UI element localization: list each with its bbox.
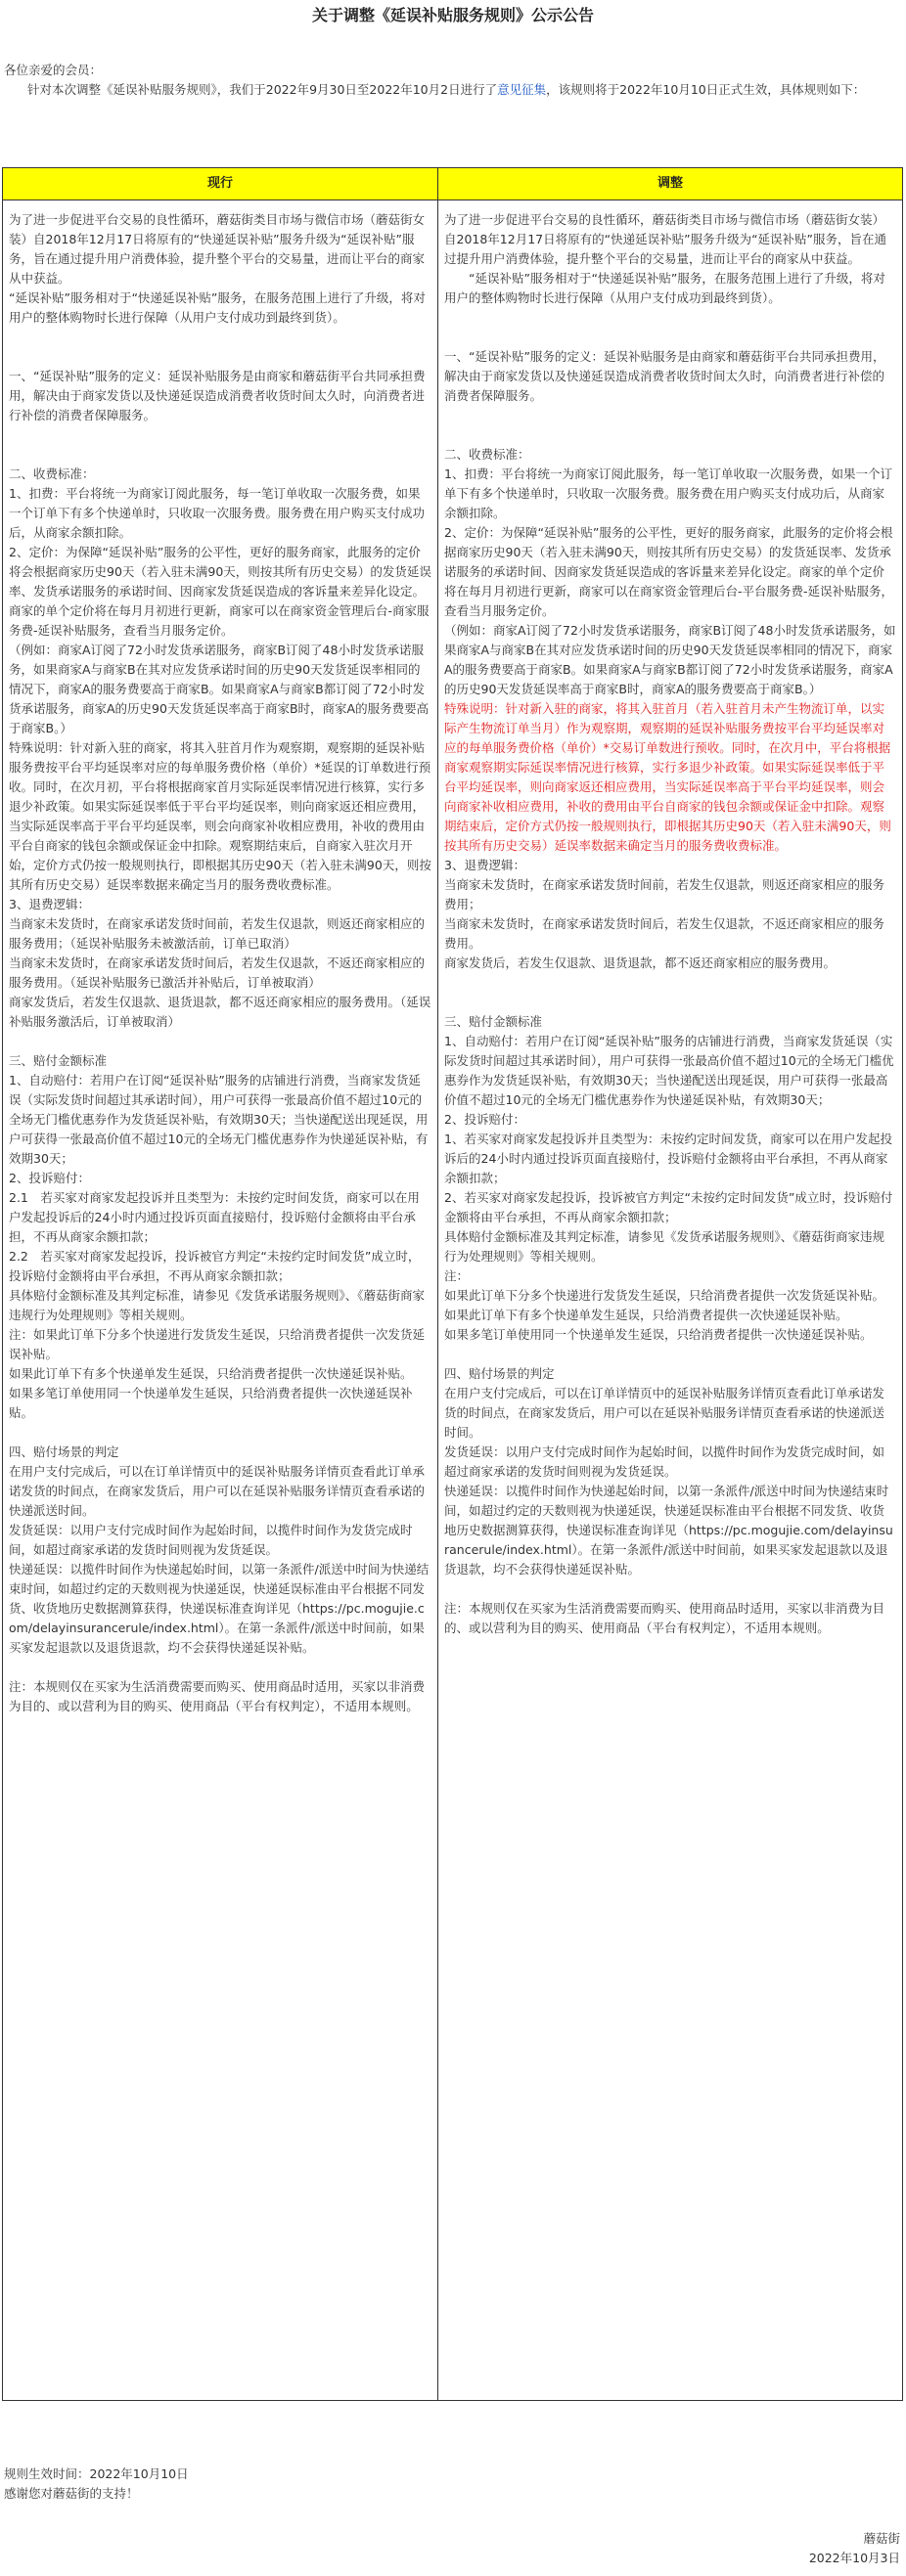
rule-paragraph: 2、若买家对商家发起投诉，投诉被官方判定“未按约定时间发货”成立时，投诉赔付金额将由平台承担，不再从商家余额扣款； (444, 1190, 893, 1224)
rule-paragraph (444, 993, 896, 1012)
effective-date: 规则生效时间：2022年10月10日 (4, 2466, 189, 2481)
rule-paragraph (444, 406, 896, 425)
rule-paragraph (9, 347, 431, 367)
rule-paragraph: 四、赔付场景的判定 (9, 1444, 119, 1459)
rule-paragraph: 在用户支付完成后，可以在订单详情页中的延误补贴服务详情页查看此订单承诺发货的时间点，在商家发货后，用户可以在延误补贴服务详情页查看承诺的快递派送时间。 (444, 1386, 885, 1440)
rule-paragraph: “延误补贴”服务相对于“快递延误补贴”服务，在服务范围上进行了升级，将对用户的整体购物时长进行保障（从用户支付成功到最终到货）。 (444, 271, 885, 305)
comparison-table (2, 167, 903, 2401)
rule-paragraph: 发货延误：以用户支付完成时间作为起始时间，以揽件时间作为发货完成时间，如超过商家承诺的发货时间则视为发货延误。 (9, 1523, 413, 1557)
rule-paragraph: 注：本规则仅在买家为生活消费需要而购买、使用商品时适用，买家以非消费为目的、或以营利为目的购买、使用商品（平台有权判定），不适用本规则。 (444, 1601, 885, 1635)
rule-paragraph (444, 1579, 896, 1599)
table-row (3, 200, 903, 2401)
rule-paragraph (9, 1032, 431, 1051)
rule-paragraph (9, 425, 431, 445)
footer (4, 2465, 902, 2504)
rule-paragraph: 特殊说明：针对新入驻的商家，将其入驻首月（若入驻首月未产生物流订单，以实际产生物流订单当月）作为观察期，观察期的延误补贴服务费按平台平均延误率对应的每单服务费价格（单价）*交易订单数进行预收。同时，在次月中，平台将根据商家观察期实际延误率情况进行核算，实行多退少补政策。如果实际延误率低于平台平均延误率，则向商家返还相应费用，当实际延误率高于平台平均延误率，则会向商家补收相应费用，补收的费用由平台自商家的钱包余额或保证金中扣除。观察期结束后，定价方式仍按一般规则执行，即根据其历史90天（若入驻未满90天，则按其所有历史交易）延误率数据来确定当月的服务费收费标准。 (444, 701, 891, 853)
rule-paragraph: 特殊说明：针对新入驻的商家，将其入驻首月作为观察期，观察期的延误补贴服务费按平台平均延误率对应的每单服务费价格（单价）*延误的订单数进行预收。同时，在次月初，平台将根据商家首月实际延误率情况进行核算，实行多退少补政策。如果实际延误率低于平台平均延误率，则向商家返还相应费用，当实际延误率高于平台平均延误率，则会向商家补收相应费用，补收的费用由平台自商家的钱包余额或保证金中扣除。观察期结束后，自商家入驻次月开始，定价方式仍按一般规则执行，即根据其历史90天（若入驻未满90天，则按其所有历史交易）延误率数据来确定当月的服务费收费标准。 (9, 740, 431, 892)
rule-paragraph (9, 328, 431, 347)
rule-paragraph: 如果此订单下有多个快递单发生延误，只给消费者提供一次快递延误补贴。 (444, 1308, 848, 1322)
intro-text (4, 80, 902, 100)
signature-name: 蘑菇街 (863, 2531, 900, 2546)
rule-paragraph: 具体赔付金额标准及其判定标准，请参见《发货承诺服务规则》、《蘑菇街商家违规行为处理规则》等相关规则。 (444, 1229, 885, 1264)
rule-paragraph (444, 973, 896, 993)
rule-paragraph (444, 308, 896, 328)
rule-paragraph: 3、退费逻辑： (9, 897, 90, 911)
rule-paragraph: 快递延误：以揽件时间作为快递起始时间，以第一条派件/派送中时间为快递结束时间，如超过约定的天数则视为快递延误，快递延误标准由平台根据不同发货、收货地历史数据测算获得，快递误标准查询详见（https://pc.mogujie.com/delayinsurancerule/index.html）。在第一条派件/派送中时间前，如果买家发起退款以及退货退款，均不会获得快递延误补贴。 (444, 1484, 893, 1577)
rule-paragraph (444, 1345, 896, 1364)
signature (809, 2529, 900, 2568)
rule-paragraph: 当商家未发货时，在商家承诺发货时间后，若发生仅退款，不返还商家相应的服务费用。（延误补贴服务已激活并补贴后，订单被取消） (9, 955, 426, 990)
rule-paragraph: 一、“延误补贴”服务的定义：延误补贴服务是由商家和蘑菇街平台共同承担费用，解决由于商家发货以及快递延误造成消费者收货时间太久时，向消费者进行补偿的消费者保障服务。 (444, 349, 885, 403)
rule-paragraph: 1、若买家对商家发起投诉并且类型为：未按约定时间发货，商家可以在用户发起投诉后的24小时内通过投诉页面直接赔付，投诉赔付金额将由平台承担，不再从商家余额扣款； (444, 1132, 892, 1185)
greeting: 各位亲爱的会员： (4, 63, 103, 77)
rule-paragraph: 当商家未发货时，在商家承诺发货时间后，若发生仅退款，不返还商家相应的服务费用。 (444, 916, 885, 951)
rule-paragraph: 2、定价：为保障“延误补贴”服务的公平性，更好的服务商家，此服务的定价将会根据商家历史90天（若入驻未满90天，则按其所有历史交易）的发货延误率、发货承诺服务的承诺时间、因商家发货延误造成的客诉量来差异化设定。商家的单个定价将在每月月初进行更新，商家可以在商家资金管理后台-平台服务费-延误补贴服务，查看当月服务定价。 (444, 525, 894, 618)
current-rules-cell (3, 200, 438, 2401)
column-header-adjusted: 调整 (438, 168, 903, 200)
adjusted-rules-cell (438, 200, 903, 2401)
rule-paragraph: 二、收费标准： (444, 447, 530, 462)
intro-text-after: ，该规则将于2022年10月10日正式生效，具体规则如下： (546, 82, 866, 97)
rule-paragraph: 发货延误：以用户支付完成时间作为起始时间，以揽件时间作为发货完成时间，如超过商家承诺的发货时间则视为发货延误。 (444, 1444, 885, 1479)
rule-paragraph: “延误补贴”服务相对于“快递延误补贴”服务，在服务范围上进行了升级，将对用户的整体购物时长进行保障（从用户支付成功到最终到货）。 (9, 290, 426, 325)
rule-paragraph: 2.2 若买家对商家发起投诉，投诉被官方判定“未按约定时间发货”成立时，投诉赔付金额将由平台承担，不再从商家余额扣款； (9, 1249, 421, 1283)
rule-paragraph: 当商家未发货时，在商家承诺发货时间前，若发生仅退款，则返还商家相应的服务费用；（延误补贴服务未被激活前，订单已取消） (9, 916, 426, 951)
rule-paragraph: 注：本规则仅在买家为生活消费需要而购买、使用商品时适用，买家以非消费为目的、或以营利为目的购买、使用商品（平台有权判定），不适用本规则。 (9, 1679, 426, 1713)
rule-paragraph (9, 1658, 431, 1677)
column-header-current: 现行 (3, 168, 438, 200)
rule-paragraph: 在用户支付完成后，可以在订单详情页中的延误补贴服务详情页查看此订单承诺发货的时间点，在商家发货后，用户可以在延误补贴服务详情页查看承诺的快递派送时间。 (9, 1464, 426, 1518)
rule-paragraph: （例如：商家A订阅了72小时发货承诺服务，商家B订阅了48小时发货承诺服务，如果商家A与商家B在其对应发货承诺时间的历史90天发货延误率相同的情况下，商家A的服务费要高于商家B。如果商家A与商家B都订阅了72小时发货承诺服务，商家A的历史90天发货延误率高于商家B时，商家A的服务费要高于商家B。） (9, 643, 430, 735)
rule-paragraph: 具体赔付金额标准及其判定标准，请参见《发货承诺服务规则》、《蘑菇街商家违规行为处理规则》等相关规则。 (9, 1288, 426, 1322)
rule-paragraph: 2、定价：为保障“延误补贴”服务的公平性，更好的服务商家，此服务的定价将会根据商家历史90天（若入驻未满90天，则按其所有历史交易）的发货延误率、发货承诺服务的承诺时间、因商家发货延误造成的客诉量来差异化设定。商家的单个定价将在每月月初进行更新，商家可以在商家资金管理后台-商家服务费-延误补贴服务，查看当月服务定价。 (9, 545, 431, 638)
rule-paragraph: 四、赔付场景的判定 (444, 1366, 555, 1381)
rule-paragraph: 2.1 若买家对商家发起投诉并且类型为：未按约定时间发货，商家可以在用户发起投诉后的24小时内通过投诉页面直接赔付，投诉赔付金额将由平台承担，不再从商家余额扣款； (9, 1190, 420, 1244)
page-title: 关于调整《延误补贴服务规则》公示公告 (311, 6, 594, 24)
rule-paragraph: 为了进一步促进平台交易的良性循环，蘑菇街类目市场与微信市场（蘑菇街女装）自2018年12月17日将原有的“快递延误补贴”服务升级为“延误补贴”服务，旨在通过提升用户消费体验，提升整个平台的交易量，进而让平台的商家从中获益。 (9, 212, 426, 286)
table-header-row (3, 168, 903, 200)
rule-paragraph (444, 328, 896, 347)
rule-paragraph: 如果此订单下有多个快递单发生延误，只给消费者提供一次快递延误补贴。 (9, 1366, 413, 1381)
rule-paragraph: 二、收费标准： (9, 466, 95, 481)
rule-paragraph: 为了进一步促进平台交易的良性循环，蘑菇街类目市场与微信市场（蘑菇街女装）自2018年12月17日将原有的“快递延误补贴”服务升级为“延误补贴”服务，旨在通过提升用户消费体验，提升整个平台的交易量，进而让平台的商家从中获益。 (444, 212, 887, 266)
thanks-text: 感谢您对蘑菇街的支持！ (4, 2486, 139, 2501)
rule-paragraph: 2、投诉赔付： (9, 1171, 90, 1185)
rule-paragraph: 如果多笔订单使用同一个快递单发生延误，只给消费者提供一次快递延误补贴。 (9, 1386, 413, 1420)
rule-paragraph: （例如：商家A订阅了72小时发货承诺服务，商家B订阅了48小时发货承诺服务，如果商家A与商家B在其对应发货承诺时间的历史90天发货延误率相同的情况下，商家A的服务费要高于商家B。如果商家A与商家B都订阅了72小时发货承诺服务，商家A的历史90天发货延误率高于商家B时，商家A的服务费要高于商家B。） (444, 623, 896, 696)
rule-paragraph (444, 425, 896, 445)
rule-paragraph: 2、投诉赔付： (444, 1112, 525, 1127)
rule-paragraph: 当商家未发货时，在商家承诺发货时间前，若发生仅退款，则返还商家相应的服务费用； (444, 877, 885, 911)
rule-paragraph: 1、自动赔付：若用户在订阅“延误补贴”服务的店铺进行消费，当商家发货延误（实际发货时间超过其承诺时间），用户可获得一张最高价值不超过10元的全场无门槛优惠券作为发货延误补贴，有效期30天；当快递配送出现延误，用户可获得一张最高价值不超过10元的全场无门槛优惠券作为快递延误补贴，有效期30天； (9, 1073, 429, 1166)
rule-paragraph: 三、赔付金额标准 (9, 1053, 108, 1068)
rule-paragraph: 快递延误：以揽件时间作为快递起始时间，以第一条派件/派送中时间为快递结束时间，如超过约定的天数则视为快递延误，快递延误标准由平台根据不同发货、收货地历史数据测算获得，快递误标准查询详见（https://pc.mogujie.com/delayinsurancerule/index.html）。在第一条派件/派送中时间前，如果买家发起退款以及退货退款，均不会获得快递延误补贴。 (9, 1562, 430, 1655)
intro-section (0, 61, 906, 100)
rule-paragraph: 一、“延误补贴”服务的定义：延误补贴服务是由商家和蘑菇街平台共同承担费用，解决由于商家发货以及快递延误造成消费者收货时间太久时，向消费者进行补偿的消费者保障服务。 (9, 369, 426, 422)
rule-paragraph: 1、自动赔付：若用户在订阅“延误补贴”服务的店铺进行消费，当商家发货延误（实际发货时间超过其承诺时间），用户可获得一张最高价值不超过10元的全场无门槛优惠券作为发货延误补贴，有效期30天；当快递配送出现延误，用户可获得一张最高价值不超过10元的全场无门槛优惠券作为快递延误补贴，有效期30天； (444, 1034, 894, 1107)
rule-paragraph: 1、扣费：平台将统一为商家订阅此服务，每一笔订单收取一次服务费，如果一个订单下有多个快递单时，只收取一次服务费。服务费在用户购买支付成功后，从商家余额扣除。 (9, 486, 426, 540)
rule-paragraph: 商家发货后，若发生仅退款、退货退款，都不返还商家相应的服务费用。（延误补贴服务激活后，订单被取消） (9, 995, 431, 1029)
rule-paragraph: 1、扣费：平台将统一为商家订阅此服务，每一笔订单收取一次服务费，如果一个订单下有多个快递单时，只收取一次服务费。服务费在用户购买支付成功后，从商家余额扣除。 (444, 466, 892, 520)
rule-paragraph: 注：如果此订单下分多个快递进行发货发生延误，只给消费者提供一次发货延误补贴。 (9, 1327, 426, 1361)
intro-text-before: 针对本次调整《延误补贴服务规则》，我们于2022年9月30日至2022年10月2日进行了 (27, 82, 498, 97)
rule-paragraph: 如果多笔订单使用同一个快递单发生延误，只给消费者提供一次快递延误补贴。 (444, 1327, 873, 1342)
rule-paragraph: 如果此订单下分多个快递进行发货发生延误，只给消费者提供一次发货延误补贴。 (444, 1288, 885, 1303)
signature-date: 2022年10月3日 (808, 2551, 900, 2565)
rule-paragraph: 3、退费逻辑： (444, 858, 525, 872)
rule-paragraph: 三、赔付金额标准 (444, 1014, 543, 1029)
rule-paragraph (9, 1423, 431, 1443)
rule-paragraph: 商家发货后，若发生仅退款、退货退款，都不返还商家相应的服务费用。 (444, 955, 837, 970)
rule-paragraph: 注： (444, 1268, 470, 1283)
feedback-link[interactable]: 意见征集 (497, 82, 547, 97)
rule-paragraph (9, 445, 431, 465)
